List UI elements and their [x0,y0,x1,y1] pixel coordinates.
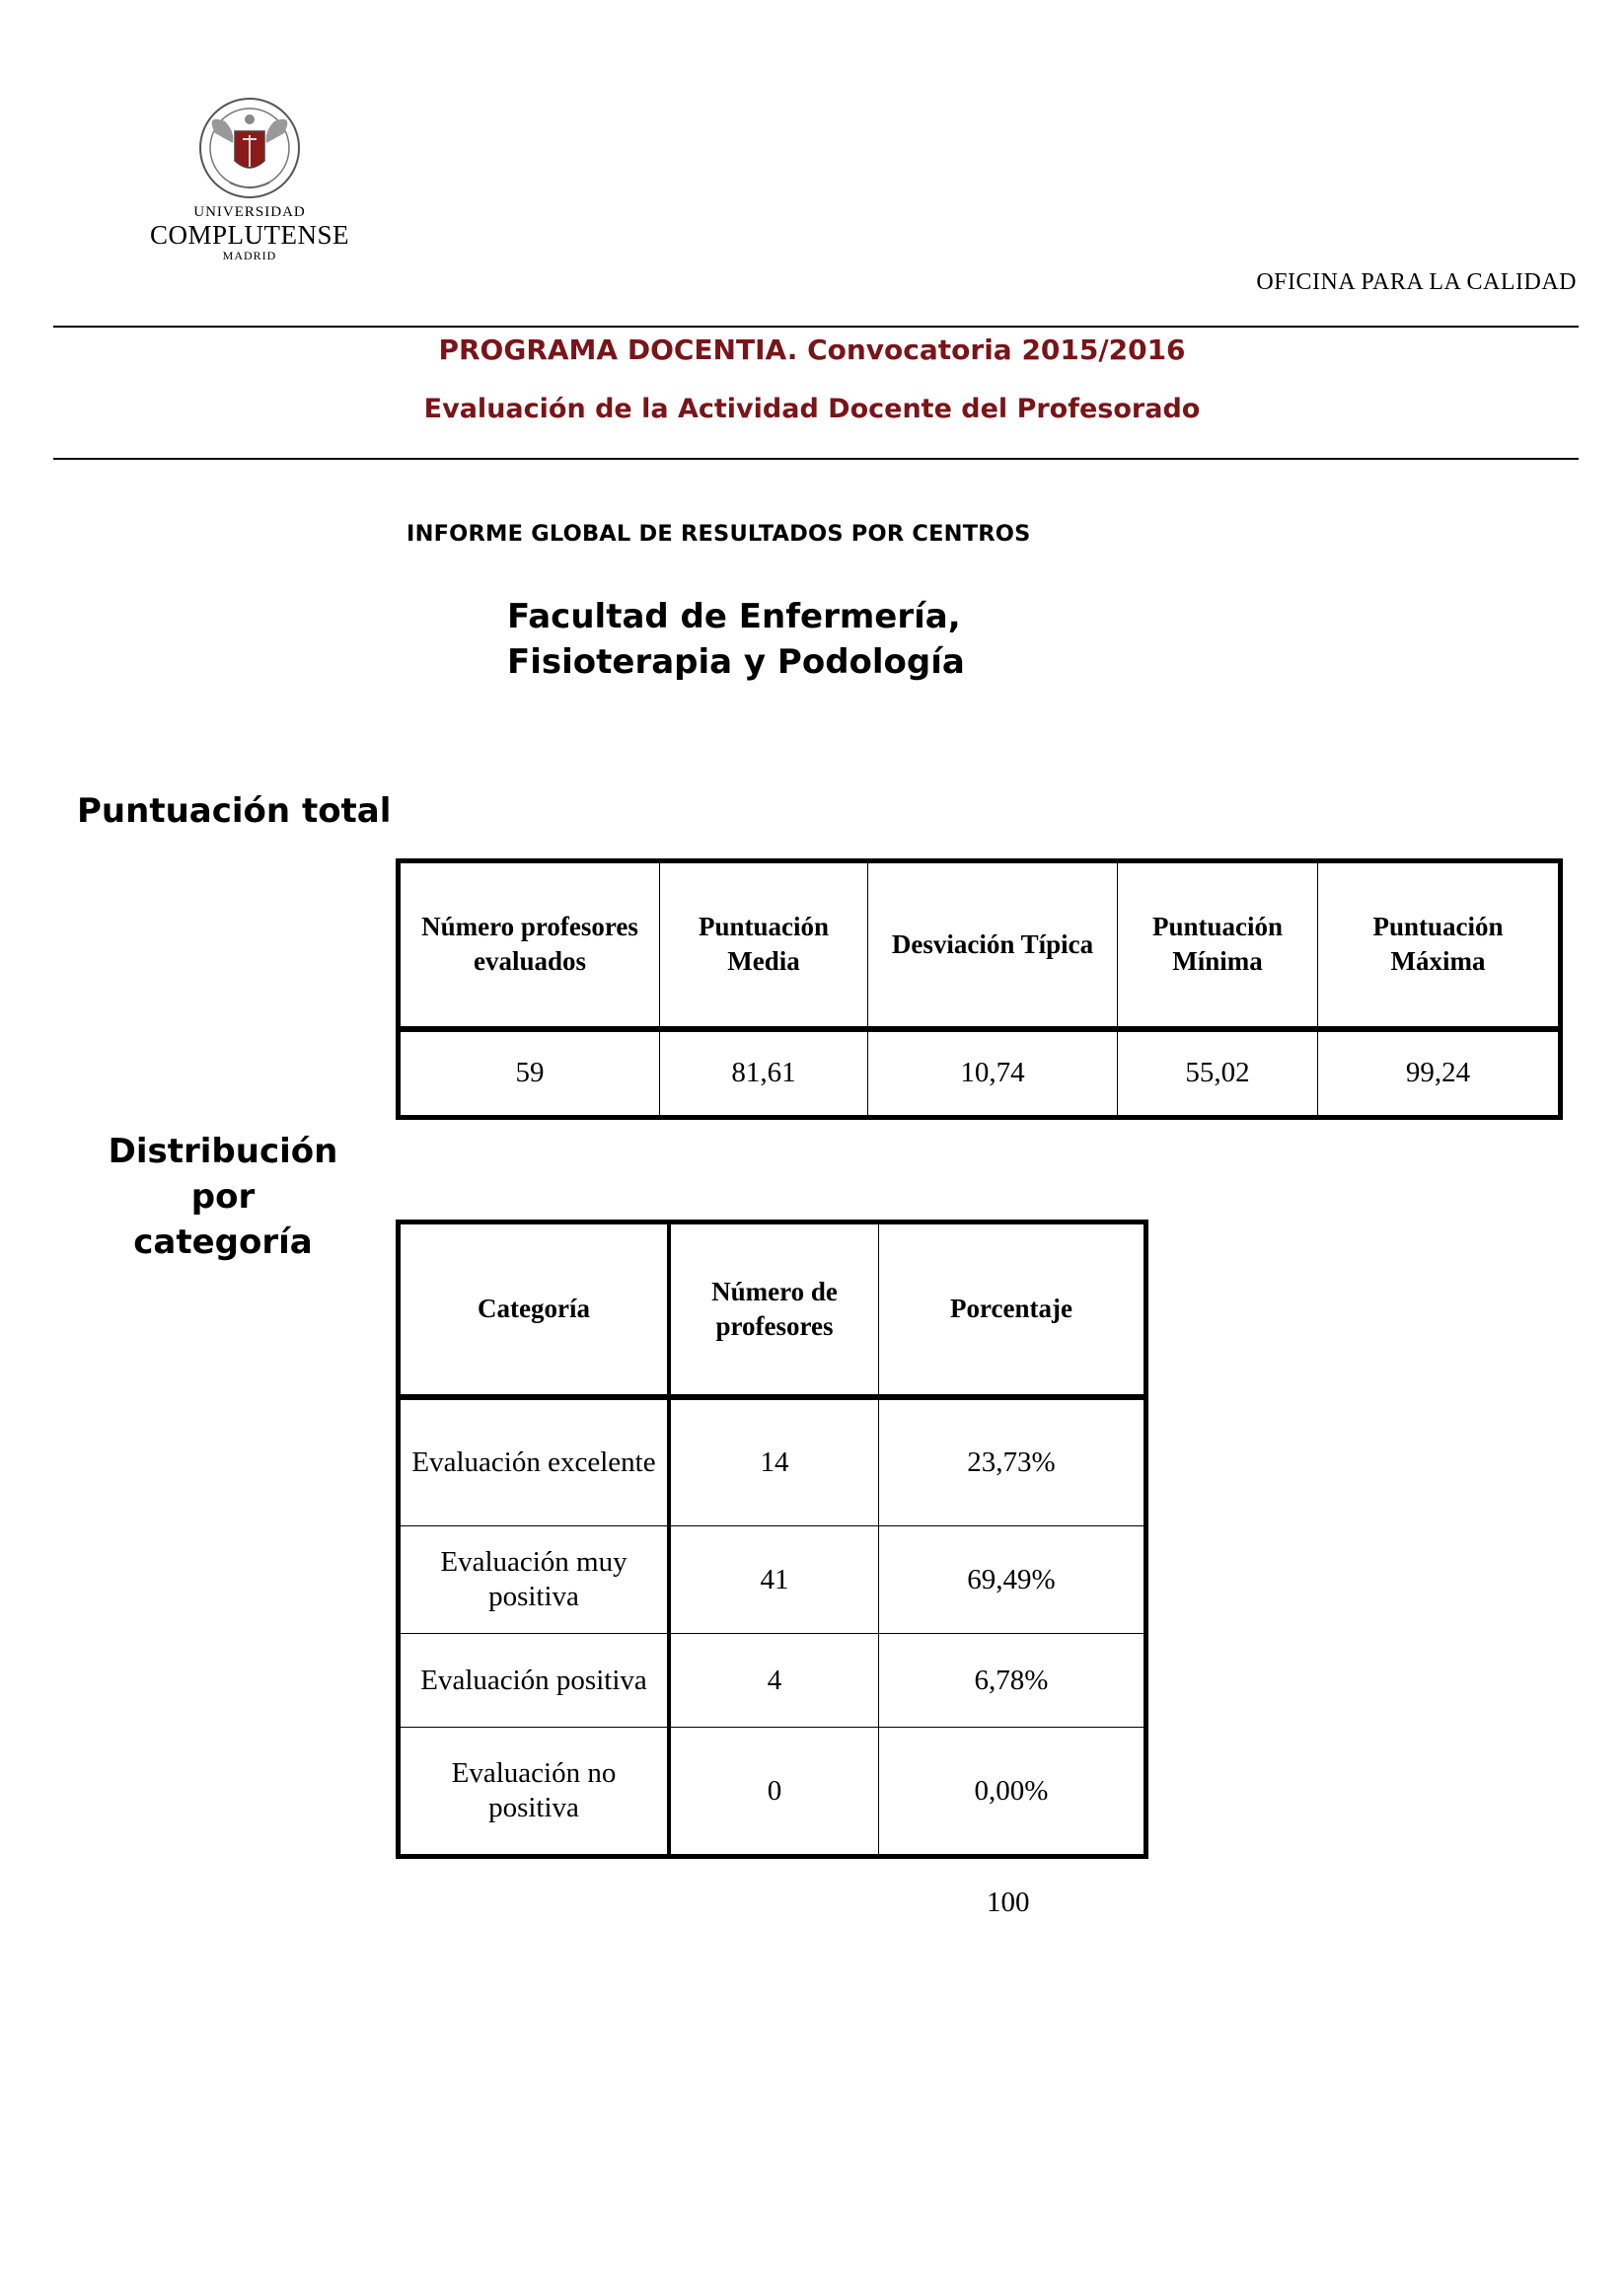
count-cell: 41 [669,1526,879,1634]
table-row [399,1728,1146,1857]
category-cell: Evaluación no positiva [399,1728,670,1857]
column-header: Número profesores evaluados [399,861,660,1029]
column-header: Desviación Típica [868,861,1118,1029]
totals-table [396,858,1563,1120]
logo-line-madrid: MADRID [222,249,277,262]
program-subtitle: Evaluación de la Actividad Docente del Profesorado [423,394,1201,424]
column-header: Puntuación Media [660,861,868,1029]
table-header-row [399,1222,1146,1397]
header-rule-bottom [53,458,1579,460]
distribution-heading-line-2: categoría [133,1222,313,1262]
table-cell: 55,02 [1118,1029,1318,1118]
university-logo [136,94,363,271]
distribution-heading-line-1: Distribución por [108,1132,338,1217]
logo-line-universidad: UNIVERSIDAD [193,204,306,220]
category-cell: Evaluación excelente [399,1397,670,1526]
table-row [399,1397,1146,1526]
column-header: Porcentaje [879,1222,1146,1397]
percent-cell: 69,49% [879,1526,1146,1634]
column-header: Puntuación Mínima [1118,861,1318,1029]
table-cell: 99,24 [1318,1029,1561,1118]
faculty-name [507,594,965,685]
column-header: Número de profesores [669,1222,879,1397]
count-cell: 4 [669,1634,879,1728]
distribution-table [396,1220,1148,1859]
category-cell: Evaluación muy positiva [399,1526,670,1634]
logo-line-complutense: COMPLUTENSE [149,220,349,250]
faculty-line-2: Fisioterapia y Podología [507,642,965,682]
category-cell: Evaluación positiva [399,1634,670,1728]
count-cell: 14 [669,1397,879,1526]
percent-cell: 23,73% [879,1397,1146,1526]
percent-cell: 6,78% [879,1634,1146,1728]
page-number: 100 [987,1887,1030,1918]
table-row [399,1029,1561,1118]
table-cell: 59 [399,1029,660,1118]
header-rule-top [53,326,1579,328]
percent-cell: 0,00% [879,1728,1146,1857]
column-header: Categoría [399,1222,670,1397]
distribution-heading [77,1129,369,1265]
count-cell: 0 [669,1728,879,1857]
program-title: PROGRAMA DOCENTIA. Convocatoria 2015/2016 [438,333,1186,366]
column-header: Puntuación Máxima [1318,861,1561,1029]
table-header-row [399,861,1561,1029]
faculty-line-1: Facultad de Enfermería, [507,597,961,636]
totals-heading: Puntuación total [77,791,392,831]
table-row [399,1526,1146,1634]
office-label: OFICINA PARA LA CALIDAD [1256,269,1577,295]
table-cell: 81,61 [660,1029,868,1118]
report-title: INFORME GLOBAL DE RESULTADOS POR CENTROS [406,521,1031,547]
university-seal-icon [185,94,314,202]
table-cell: 10,74 [868,1029,1118,1118]
table-row [399,1634,1146,1728]
